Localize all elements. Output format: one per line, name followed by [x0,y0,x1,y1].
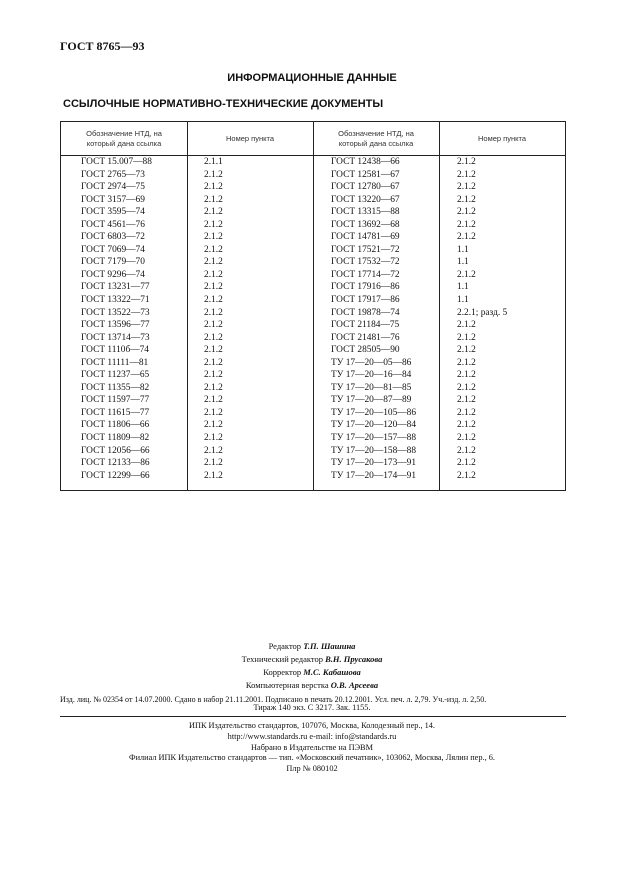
item-cell: 2.1.2 [457,445,476,456]
item-cell: 2.1.2 [204,332,223,343]
doc-cell: ТУ 17—20—105—86 [331,407,417,418]
doc-cell: ГОСТ 13692—68 [331,219,400,230]
column-left-docs [81,156,152,482]
item-cell: 2.1.2 [457,420,476,431]
doc-cell: ГОСТ 17521—72 [331,244,400,255]
doc-cell: ГОСТ 17917—86 [331,295,400,306]
item-cell: 2.1.2 [204,169,223,180]
doc-cell: ТУ 17—20—81—85 [331,382,412,393]
item-cell: 2.1.2 [204,282,223,293]
doc-cell: ГОСТ 21184—75 [331,320,400,331]
doc-cell: ТУ 17—20—158—88 [331,445,417,456]
section-subtitle: ССЫЛОЧНЫЕ НОРМАТИВНО-ТЕХНИЧЕСКИЕ ДОКУМЕНТЫ [63,98,384,110]
item-cell: 2.1.2 [457,269,476,280]
doc-cell: ТУ 17—20—173—91 [331,458,417,469]
item-cell: 1.1 [457,282,469,293]
credits-block [0,640,624,692]
item-cell: 1.1 [457,295,469,306]
doc-cell: ТУ 17—20—157—88 [331,433,417,444]
credit-label: Редактор [268,641,302,651]
item-cell: 2.1.2 [204,307,223,318]
item-cell: 2.2.1; разд. 5 [457,307,508,318]
item-cell: 2.1.2 [204,194,223,205]
doc-cell: ГОСТ 11237—65 [81,370,150,381]
doc-cell: ГОСТ 2974—75 [81,182,145,193]
credit-name: М.С. Кабашова [303,667,361,677]
column-right-items [457,156,507,482]
item-cell: 2.1.2 [457,169,476,180]
imprint-line: Набрано в Издательстве на ПЭВМ [251,742,373,752]
item-cell: 2.1.1 [204,157,223,167]
credit-layout [0,679,624,692]
item-cell: 2.1.2 [204,269,223,280]
header-text-line: Номер пункта [477,133,526,143]
column-left-items [204,156,223,482]
item-cell: 2.1.2 [457,182,476,193]
doc-cell: ГОСТ 13315—88 [331,207,400,218]
doc-cell: ГОСТ 13231—77 [81,282,150,293]
imprint-footer [0,721,624,775]
imprint-line: Филиал ИПК Издательство стандартов — тип. «Московский печатник», 103062, Москва, Лялин пер., 6. [129,753,495,763]
header-item-number-right [439,122,565,155]
doc-cell: ГОСТ 7179—70 [81,257,145,268]
doc-cell: ГОСТ 4561—76 [81,219,145,230]
doc-cell: ГОСТ 17916—86 [331,282,400,293]
item-cell: 2.1.2 [204,445,223,456]
item-cell: 2.1.2 [204,295,223,306]
doc-cell: ГОСТ 28505—90 [331,345,400,356]
item-cell: 2.1.2 [204,370,223,381]
doc-cell: ГОСТ 19878—74 [331,307,400,318]
item-cell: 2.1.2 [204,232,223,243]
item-cell: 2.1.2 [457,219,476,230]
item-cell: 2.1.2 [204,420,223,431]
doc-cell: ГОСТ 12133—86 [81,458,150,469]
item-cell: 2.1.2 [204,207,223,218]
header-text-line: Обозначение НТД, на [338,128,414,138]
item-cell: 2.1.2 [204,357,223,368]
doc-cell: ГОСТ 2765—73 [81,169,145,180]
doc-cell: ГОСТ 12056—66 [81,445,150,456]
item-cell: 2.1.2 [457,395,476,406]
doc-cell: ГОСТ 11355—82 [81,382,150,393]
credit-label: Корректор [263,667,302,677]
doc-cell: ГОСТ 13220—67 [331,194,400,205]
column-right-docs [331,156,416,482]
item-cell: 2.1.2 [457,370,476,381]
section-title: ИНФОРМАЦИОННЫЕ ДАННЫЕ [227,72,397,84]
doc-cell: ГОСТ 13596—77 [81,320,150,331]
item-cell: 2.1.2 [204,407,223,418]
doc-cell: ГОСТ 11111—81 [81,357,149,368]
column-divider [439,122,440,490]
item-cell: 2.1.2 [204,395,223,406]
header-text-line: Обозначение НТД, на [86,128,162,138]
doc-cell: ГОСТ 12581—67 [331,169,400,180]
doc-cell: ГОСТ 3595—74 [81,207,145,218]
credit-name: В.Н. Прусакова [325,654,383,664]
doc-cell: ГОСТ 13322—71 [81,295,150,306]
item-cell: 2.1.2 [204,244,223,255]
doc-cell: ГОСТ 9296—74 [81,269,145,280]
doc-cell: ГОСТ 12438—66 [331,157,400,167]
item-cell: 2.1.2 [457,157,476,167]
item-cell: 2.1.2 [457,433,476,444]
column-divider [313,122,314,490]
column-divider [187,122,188,490]
header-doc-designation-left [61,122,187,155]
header-doc-designation-right [313,122,439,155]
doc-cell: ТУ 17—20—16—84 [331,370,412,381]
header-text-line: который дана ссылка [86,138,162,148]
credit-label: Технический редактор [241,654,324,664]
header-text-line: который дана ссылка [338,138,414,148]
item-cell: 2.1.2 [204,458,223,469]
doc-cell: ГОСТ 11806—66 [81,420,150,431]
item-cell: 1.1 [457,257,469,268]
item-cell: 2.1.2 [204,182,223,193]
doc-cell: ГОСТ 13714—73 [81,332,150,343]
doc-cell: ТУ 17—20—05—86 [331,357,412,368]
credit-name: Т.П. Шашина [303,641,356,651]
credit-label: Компьютерная верстка [245,680,329,690]
imprint-line: ИПК Издательство стандартов, 107076, Москва, Колодезный пер., 14. [188,721,436,730]
doc-cell: ГОСТ 1110б—74 [81,345,149,356]
reference-table [60,121,566,491]
doc-cell: ТУ 17—20—174—91 [331,470,417,481]
doc-cell: ГОСТ 15.007—88 [81,157,152,167]
item-cell: 2.1.2 [204,345,223,356]
print-run: Тираж 140 экз. С 3217. Зак. 1155. [253,703,371,712]
item-cell: 2.1.2 [457,320,476,331]
doc-cell: ГОСТ 11597—77 [81,395,150,406]
doc-cell: ГОСТ 3157—69 [81,194,145,205]
item-cell: 2.1.2 [457,345,476,356]
item-cell: 1.1 [457,244,469,255]
doc-cell: ГОСТ 13522—73 [81,307,150,318]
item-cell: 2.1.2 [204,219,223,230]
item-cell: 2.1.2 [204,382,223,393]
credit-tech-editor [0,653,624,666]
item-cell: 2.1.2 [204,257,223,268]
item-cell: 2.1.2 [457,407,476,418]
item-cell: 2.1.2 [204,433,223,444]
header-text-line: Номер пункта [225,133,274,143]
doc-cell: ГОСТ 7069—74 [81,244,145,255]
item-cell: 2.1.2 [457,470,476,481]
doc-cell: ГОСТ 14781—69 [331,232,400,243]
doc-cell: ГОСТ 12780—67 [331,182,400,193]
publication-info: Изд. лиц. № 02354 от 14.07.2000. Сдано в набор 21.11.2001. Подписано в печать 20.12.2001. Усл. печ. л. 2,79. Уч.-изд. л. 2,50. [60,695,487,704]
doc-cell: ГОСТ 12299—66 [81,470,150,481]
credit-corrector [0,666,624,679]
item-cell: 2.1.2 [457,357,476,368]
item-cell: 2.1.2 [457,194,476,205]
header-item-number-left [187,122,313,155]
item-cell: 2.1.2 [457,332,476,343]
item-cell: 2.1.2 [204,320,223,331]
item-cell: 2.1.2 [457,232,476,243]
doc-cell: ГОСТ 6803—72 [81,232,145,243]
doc-cell: ГОСТ 11809—82 [81,433,150,444]
divider-rule [60,716,566,717]
imprint-line: http://www.standards.ru e-mail: info@standards.ru [227,731,397,741]
doc-cell: ГОСТ 21481—76 [331,332,400,343]
credit-editor [0,640,624,653]
credit-name: О.В. Арсеева [330,680,379,690]
imprint-line: Плр № 080102 [286,764,338,774]
doc-cell: ТУ 17—20—120—84 [331,420,417,431]
doc-cell: ТУ 17—20—87—89 [331,395,412,406]
item-cell: 2.1.2 [204,470,223,481]
document-header: ГОСТ 8765—93 [60,39,145,53]
doc-cell: ГОСТ 17532—72 [331,257,400,268]
item-cell: 2.1.2 [457,207,476,218]
doc-cell: ГОСТ 17714—72 [331,269,400,280]
item-cell: 2.1.2 [457,382,476,393]
doc-cell: ГОСТ 11615—77 [81,407,150,418]
item-cell: 2.1.2 [457,458,476,469]
